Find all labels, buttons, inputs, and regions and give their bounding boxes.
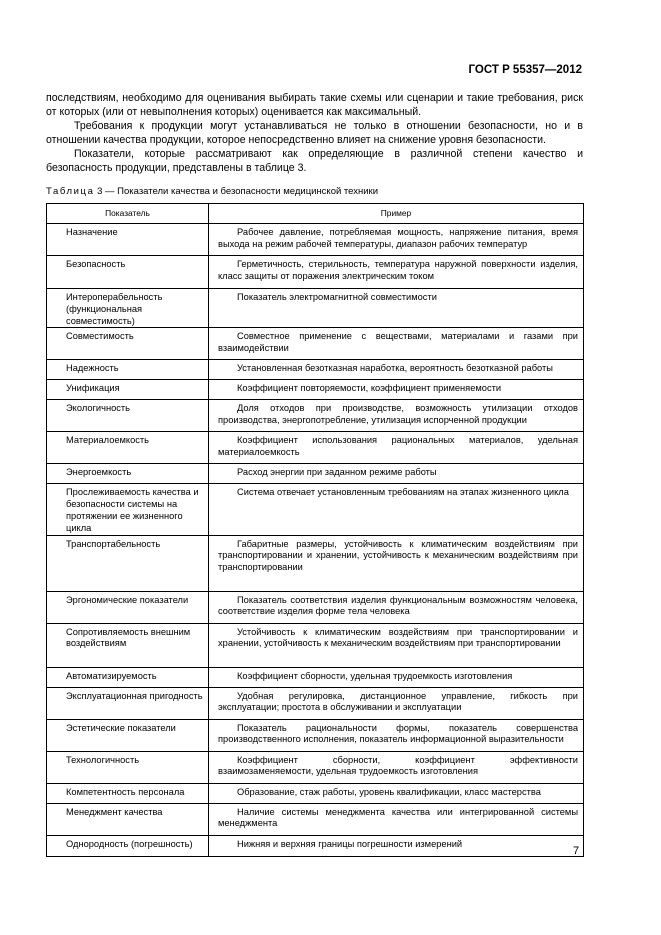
paragraph: Показатели, которые рассматривают как определяющие в различной степени качество и безопасность продукции, представлены в таблице 3. xyxy=(46,147,583,174)
column-header-example: Пример xyxy=(209,204,584,224)
example-cell xyxy=(209,623,584,667)
indicator-cell: Однородность (погрешность) xyxy=(47,835,209,856)
indicator-cell: Менеджмент качества xyxy=(47,803,209,835)
body-text xyxy=(46,92,583,175)
example-text: Установленная безотказная наработка, вероятность безотказной работы xyxy=(237,363,553,374)
example-text: Образование, стаж работы, уровень квалификации, класс мастерства xyxy=(237,786,541,797)
example-cell xyxy=(209,289,584,328)
example-text: Система отвечает установленным требованиям на этапах жизненного цикла xyxy=(237,487,569,498)
table-row xyxy=(47,328,584,360)
indicator-cell: Энергоемкость xyxy=(47,464,209,484)
example-cell xyxy=(209,360,584,380)
example-cell xyxy=(209,591,584,623)
paragraph: Требования к продукции могут устанавливаться не только в отношении безопасности, но и в отношении качества продукции, которое непосредственно влияет на снижение уровня безопасности. xyxy=(46,119,583,146)
caption-number: 3 xyxy=(97,186,103,197)
example-text: Показатель соответствия изделия функциональным возможностям человека, соответствие изделия форме тела человека xyxy=(218,594,578,617)
example-text: Наличие системы менеджмента качества или интегрированной системы менеджмента xyxy=(218,806,578,829)
example-cell xyxy=(209,380,584,400)
example-text: Показатель рациональности формы, показатель совершенства производственного исполнения, показатель информационной выразительности xyxy=(218,722,578,745)
table-header-row xyxy=(47,204,584,224)
example-text: Удобная регулировка, дистанционное управление, гибкость при эксплуатации; простота в обслуживании и эксплуатации xyxy=(218,690,578,713)
example-text: Коэффициент повторяемости, коэффициент применяемости xyxy=(237,383,502,394)
caption-label: Таблица xyxy=(46,186,95,197)
example-cell xyxy=(209,667,584,687)
table-row xyxy=(47,751,584,783)
example-text: Коэффициент сборности, коэффициент эффективности взаимозаменяемости, удельная трудоемкость изготовления xyxy=(218,754,578,777)
indicator-cell: Назначение xyxy=(47,224,209,256)
indicators-table xyxy=(46,203,584,857)
table-row xyxy=(47,400,584,432)
table-row xyxy=(47,535,584,591)
indicator-cell: Эксплуатационная пригодность xyxy=(47,687,209,719)
page-number: 7 xyxy=(573,845,580,857)
example-text: Устойчивость к климатическим воздействиям при транспортировании и хранении, устойчивость к механическим воздействиям при транспортировании xyxy=(218,626,578,649)
example-cell xyxy=(209,224,584,256)
example-text: Рабочее давление, потребляемая мощность, напряжение питания, время выхода на режим рабочей температуры, диапазон рабочих температур xyxy=(218,227,578,249)
example-text: Расход энергии при заданном режиме работы xyxy=(237,467,437,478)
table-row xyxy=(47,289,584,328)
example-text: Коэффициент сборности, удельная трудоемкость изготовления xyxy=(237,670,513,681)
example-text: Совместное применение с веществами, материалами и газами при взаимодействии xyxy=(218,331,578,354)
example-text: Нижняя и верхняя границы погрешности измерений xyxy=(237,838,463,849)
table-row xyxy=(47,432,584,464)
example-cell xyxy=(209,484,584,535)
paragraph: последствиям, необходимо для оценивания выбирать такие схемы или сценарии и такие требования, риск от которых (или от невыполнения которых) оценивается как максимальный. xyxy=(46,92,583,118)
example-cell xyxy=(209,400,584,432)
table-row xyxy=(47,687,584,719)
table-row xyxy=(47,591,584,623)
example-cell xyxy=(209,464,584,484)
indicator-cell: Транспортабельность xyxy=(47,535,209,591)
example-cell xyxy=(209,535,584,591)
example-cell xyxy=(209,328,584,360)
indicator-cell: Автоматизируемость xyxy=(47,667,209,687)
indicator-cell: Надежность xyxy=(47,360,209,380)
indicator-cell: Безопасность xyxy=(47,256,209,289)
table-row xyxy=(47,484,584,535)
indicator-cell: Технологичность xyxy=(47,751,209,783)
example-cell xyxy=(209,835,584,856)
indicator-cell: Совместимость xyxy=(47,328,209,360)
document-id: ГОСТ Р 55357—2012 xyxy=(468,64,582,76)
table-row xyxy=(47,835,584,856)
example-text: Герметичность, стерильность, температура наружной поверхности изделия, класс защиты от поражения электрическим током xyxy=(218,259,578,281)
example-cell xyxy=(209,432,584,464)
indicator-cell: Компетентность персонала xyxy=(47,783,209,803)
table-row xyxy=(47,719,584,751)
example-text: Габаритные размеры, устойчивость к климатическим воздействиям при транспортировании и хранении, устойчивость к механическим воздействиям при транспортировании xyxy=(218,538,578,573)
indicator-cell: Эстетические показатели xyxy=(47,719,209,751)
table-row xyxy=(47,224,584,256)
example-text: Доля отходов при производстве, возможность утилизации отходов производства, энергопотребление, утилизация испорченной продукции xyxy=(218,403,578,426)
example-cell xyxy=(209,783,584,803)
indicator-cell: Сопротивляемость внешним воздействиям xyxy=(47,623,209,667)
indicator-cell: Экологичность xyxy=(47,400,209,432)
indicator-cell: Унификация xyxy=(47,380,209,400)
indicator-cell: Интероперабельность (функциональная совместимость) xyxy=(47,289,209,328)
example-cell xyxy=(209,687,584,719)
column-header-indicator: Показатель xyxy=(47,204,209,224)
example-cell xyxy=(209,719,584,751)
indicator-cell: Материалоемкость xyxy=(47,432,209,464)
example-cell xyxy=(209,256,584,289)
table-row xyxy=(47,360,584,380)
example-cell xyxy=(209,803,584,835)
example-text: Коэффициент использования рациональных материалов, удельная материалоемкость xyxy=(218,435,578,458)
table-row xyxy=(47,803,584,835)
indicator-cell: Прослеживаемость качества и безопасности системы на протяжении ее жизненного цикла xyxy=(47,484,209,535)
example-cell xyxy=(209,751,584,783)
table-row xyxy=(47,667,584,687)
example-text: Показатель электромагнитной совместимости xyxy=(237,292,437,302)
table-caption xyxy=(46,186,378,197)
table-row xyxy=(47,380,584,400)
table-row xyxy=(47,783,584,803)
caption-text: — Показатели качества и безопасности медицинской техники xyxy=(102,186,379,197)
table-row xyxy=(47,623,584,667)
table-row xyxy=(47,464,584,484)
table-row xyxy=(47,256,584,289)
indicator-cell: Эргономические показатели xyxy=(47,591,209,623)
